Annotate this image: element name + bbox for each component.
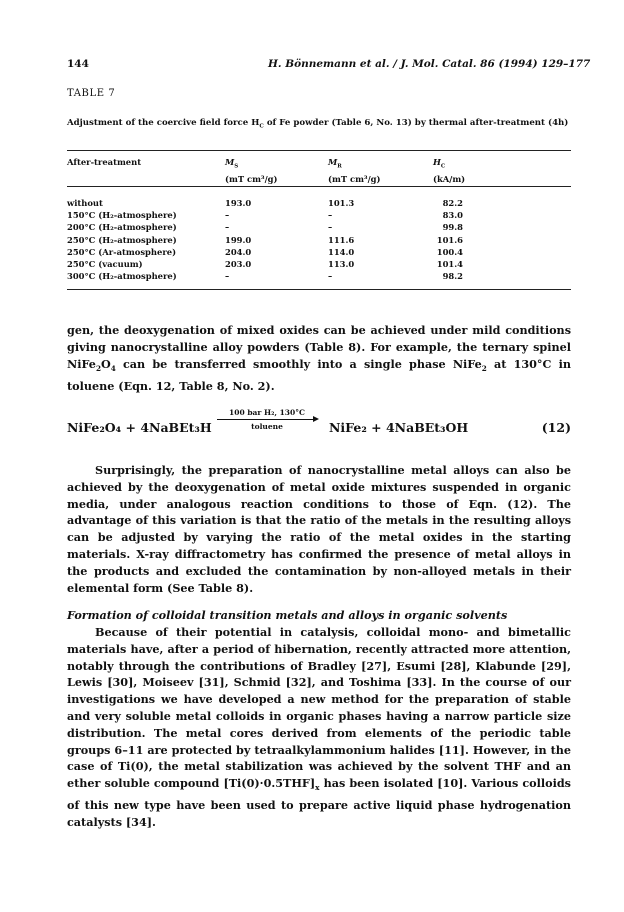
reaction-solvent: toluene — [251, 422, 283, 431]
table-row — [67, 270, 571, 282]
cell-ms: – — [225, 210, 230, 221]
reaction-conditions: 100 bar H₂, 130°C — [229, 408, 305, 417]
cell-mr: 114.0 — [328, 246, 355, 257]
cell-treatment: without — [67, 198, 103, 209]
cell-ms: – — [225, 271, 230, 282]
page-number: 144 — [67, 58, 89, 70]
table-row — [67, 246, 571, 258]
cell-ms: 193.0 — [225, 198, 252, 209]
section-heading: Formation of colloidal transition metals and alloys in organic solvents — [67, 608, 508, 622]
table-row — [67, 221, 571, 233]
paragraph-continuation: gen, the deoxygenation of mixed oxides can be achieved under mild conditions giving nanocrystalline alloy powders (Table 8). For example, the ternary spinel $NiFe_2O_4$ can be transferred smoothly into a single phase NiFe$_2$ at 130°C in toluene (Eqn. 12, Table 8, No. 2). — [67, 323, 571, 393]
cell-mr: 101.3 — [328, 198, 355, 209]
table-label: TABLE 7 — [67, 88, 116, 99]
cell-ms: 204.0 — [225, 246, 252, 257]
cell-hc: 83.0 — [442, 210, 463, 221]
cell-mr: – — [328, 210, 333, 221]
table-caption: Adjustment of the coercive field force $H_C$ of Fe powder (Table 6, No. 13) by thermal after-treatment (4h) — [67, 118, 569, 130]
cell-hc: 101.6 — [436, 234, 463, 245]
cell-ms: – — [225, 222, 230, 233]
equation-reactants: NiFe₂O₄ + 4NaBEt₃H — [67, 420, 212, 435]
cell-treatment: 250°C (vacuum) — [67, 259, 143, 270]
table-header-row — [67, 156, 571, 185]
cell-treatment: 200°C (H₂-atmosphere) — [67, 222, 177, 233]
cell-hc: 101.4 — [436, 259, 463, 270]
cell-mr: – — [328, 271, 333, 282]
table-row — [67, 197, 571, 209]
col-header-ms: $M_S$ (mT cm³/g) — [225, 157, 278, 184]
cell-hc: 82.2 — [442, 198, 463, 209]
data-table — [67, 156, 571, 283]
table-row — [67, 258, 571, 270]
paragraph-colloids: Because of their potential in catalysis, colloidal mono- and bimetallic materials have, after a period of hibernation, recently attracted more attention, notably through the contributions of Bradley [27], Esumi [28], Klabunde [29], Lewis [30], Moiseev [31], Schmid [32], and Toshima [33]. In the course of our investigations we have developed a new method for the preparation of stable and very soluble metal colloids in organic phases having a narrow particle size distribution. The metal cores derived from elements of the periodic table groups 6–11 are protected by tetraalkylammonium halides [11]. However, in the case of Ti(0), the metal stabilization was achieved by the solvent THF and an ether soluble compound $[Ti(0)\cdot 0.5THF]_x$ has been isolated [10]. Various colloids of this new type have been used to prepare active liquid phase hydrogenation catalysts [34]. — [67, 625, 571, 829]
cell-treatment: 300°C (H₂-atmosphere) — [67, 271, 177, 282]
cell-hc: 100.4 — [436, 246, 463, 257]
cell-mr: 113.0 — [328, 259, 355, 270]
reaction-arrow — [217, 408, 317, 431]
cell-treatment: 250°C (H₂-atmosphere) — [67, 234, 177, 245]
table-top-rule — [67, 150, 571, 151]
cell-hc: 98.2 — [442, 271, 463, 282]
cell-mr: – — [328, 222, 333, 233]
cell-ms: 199.0 — [225, 234, 252, 245]
cell-hc: 99.8 — [442, 222, 463, 233]
cell-mr: 111.6 — [328, 234, 355, 245]
cell-treatment: 250°C (Ar-atmosphere) — [67, 246, 177, 257]
cell-treatment: 150°C (H₂-atmosphere) — [67, 210, 177, 221]
col-header-hc: $H_C$ (kA/m) — [433, 157, 466, 184]
equation-number: (12) — [541, 420, 571, 435]
table-row — [67, 234, 571, 246]
running-head: H. Bönnemann et al. / J. Mol. Catal. 86 (1994) 129–177 — [268, 58, 591, 70]
col-header-mr: $M_R$ (mT cm³/g) — [328, 157, 381, 184]
table-row — [67, 209, 571, 221]
equation-products: NiFe₂ + 4NaBEt₃OH — [329, 420, 469, 435]
table-bottom-rule — [67, 289, 571, 290]
cell-ms: 203.0 — [225, 259, 252, 270]
col-header-after-treatment: After-treatment — [67, 157, 142, 167]
paragraph-alloys: Surprisingly, the preparation of nanocrystalline metal alloys can also be achieved by the deoxygenation of metal oxide mixtures suspended in organic media, under analogous reaction conditions to those of Eqn. (12). The advantage of this variation is that the ratio of the metals in the resulting alloys can be adjusted by varying the ratio of the metal oxides in the starting materials. X-ray diffractometry has confirmed the presence of metal alloys in the products and excluded the contamination by non-alloyed metals in their elemental form (See Table 8). — [67, 463, 571, 595]
